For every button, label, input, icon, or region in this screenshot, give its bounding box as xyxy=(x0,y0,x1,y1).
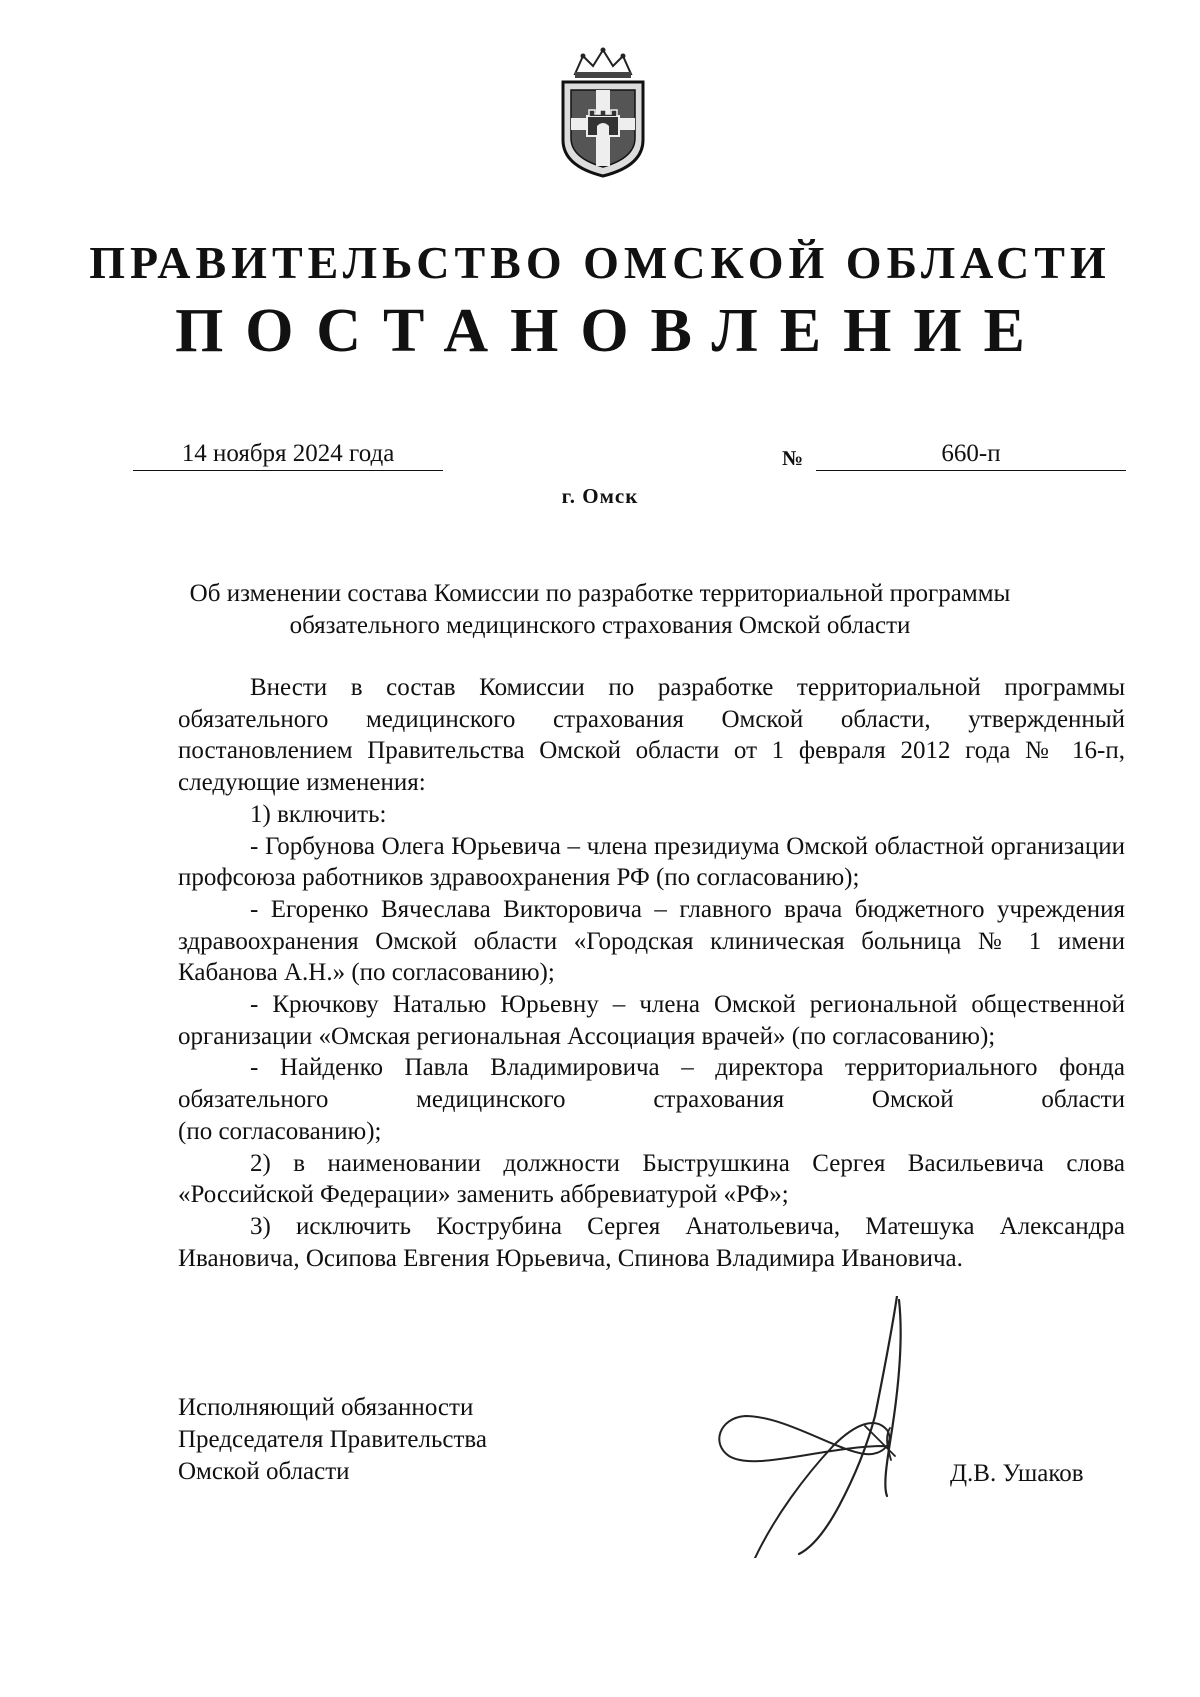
city: г. Омск xyxy=(561,484,639,508)
paragraph-item-1: 1) включить: xyxy=(250,800,387,828)
paragraph-include-gorbunov: - Горбунова Олега Юрьевича – члена президиума Омской областной организации профсоюза работников здравоохранения РФ (по согласованию); xyxy=(178,832,1125,892)
signature-icon xyxy=(715,1296,1005,1558)
signatory-name: Д.В. Ушаков xyxy=(950,1460,1084,1487)
paragraph-include-kryuchkova: - Крючкову Наталью Юрьевну – члена Омской региональной общественной организации «Омская региональная Ассоциация врачей» (по согласованию); xyxy=(178,991,1125,1050)
signatory-position-line: Омской области xyxy=(178,1458,350,1485)
government-title: ПРАВИТЕЛЬСТВО ОМСКОЙ ОБЛАСТИ xyxy=(89,237,1111,288)
paragraph-include-naydenko: - Найденко Павла Владимировича – директора территориального фонда обязательного медицинского страхования Омской области xyxy=(178,1054,1125,1114)
signatory-position-line: Председателя Правительства xyxy=(178,1426,487,1453)
number-sign: № xyxy=(782,446,804,470)
paragraph-intro: Внести в состав Комиссии по разработке территориальной программы обязательного медицинского страхования Омской области, утвержденный постановлением Правительства Омской области от 1 февраля 2012 года № 16-п, следующие изменения: xyxy=(178,674,1125,797)
document-body xyxy=(178,672,1125,1274)
document-date: 14 ноября 2024 года xyxy=(133,439,443,471)
coat-of-arms-icon xyxy=(553,44,653,180)
document-number: 660-п xyxy=(816,439,1126,471)
paragraph-include-naydenko-end: (по согласованию); xyxy=(178,1117,382,1145)
document-type-title: ПОСТАНОВЛЕНИЕ xyxy=(175,297,1047,365)
signatory-position xyxy=(178,1392,487,1488)
paragraph-item-3: 3) исключить Кострубина Сергея Анатольевича, Матешука Александра Ивановича, Осипова Евгения Юрьевича, Спинова Владимира Ивановича. xyxy=(178,1212,1125,1272)
document-heading: Об изменении состава Комиссии по разработке территориальной программы обязательного медицинского страхования Омской области xyxy=(189,580,1011,639)
signatory-position-line: Исполняющий обязанности xyxy=(178,1394,474,1421)
paragraph-item-2: 2) в наименовании должности Быструшкина Сергея Васильевича слова «Российской Федерации» заменить аббревиатурой «РФ»; xyxy=(178,1149,1125,1209)
paragraph-include-egorenko: - Егоренко Вячеслава Викторовича – главного врача бюджетного учреждения здравоохранения Омской области «Городская клиническая больница № 1 имени Кабанова А.Н.» (по согласованию); xyxy=(178,895,1125,987)
